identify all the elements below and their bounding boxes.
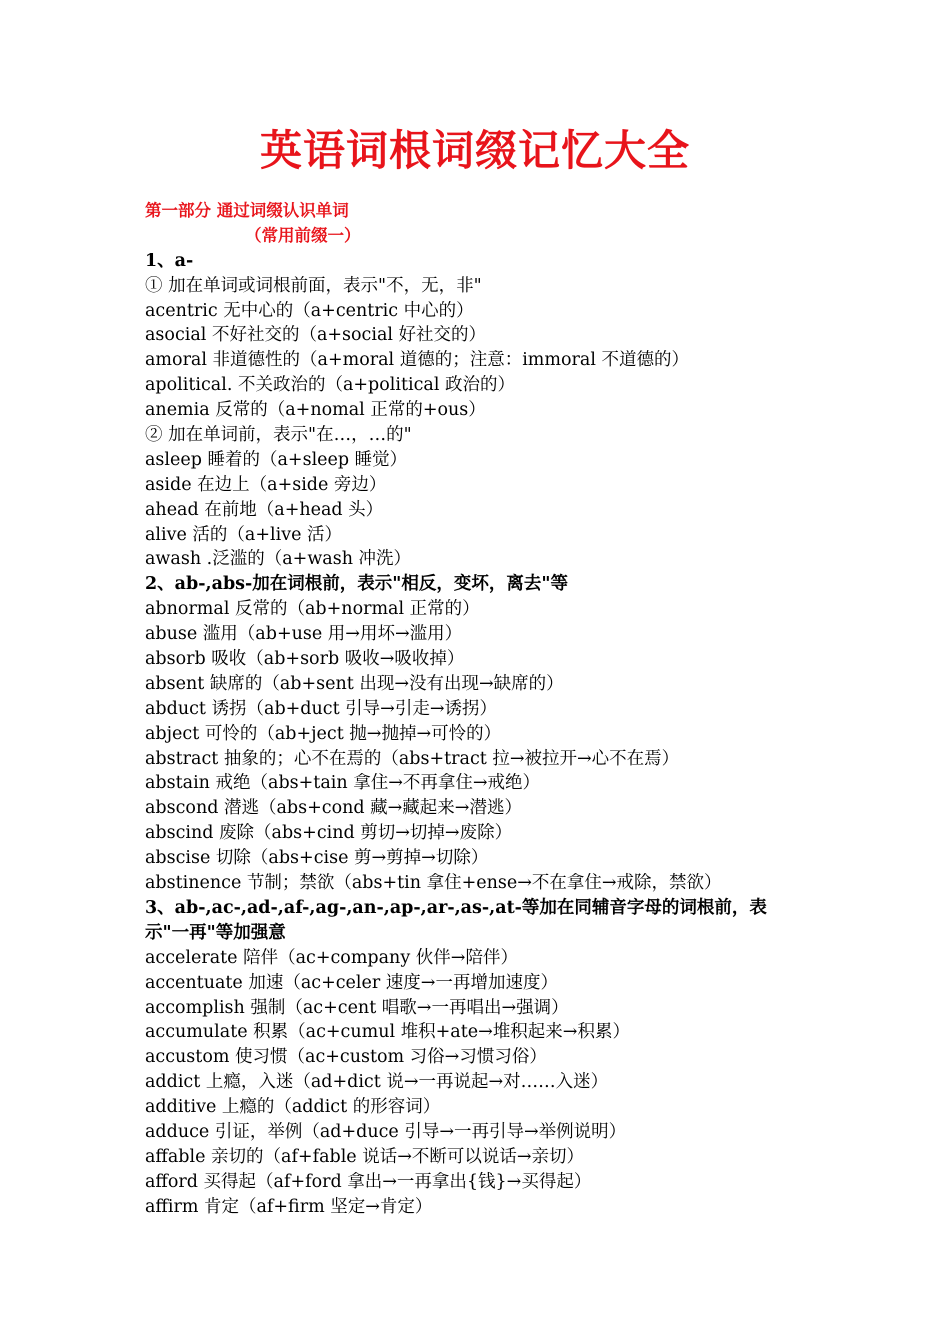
list-item: accumulate 积累（ac+cumul 堆积+ate→堆积起来→积累） <box>145 1022 630 1043</box>
document-body <box>145 199 810 1220</box>
list-item: ② 加在单词前，表示"在…，…的" <box>145 425 412 446</box>
list-item: additive 上瘾的（addict 的形容词） <box>145 1097 441 1118</box>
list-item: ① 加在单词或词根前面，表示"不，无，非" <box>145 275 482 296</box>
list-item: acentric 无中心的（a+centric 中心的） <box>145 300 474 321</box>
list-item: addict 上瘾，入迷（ad+dict 说→一再说起→对……入迷） <box>145 1072 609 1093</box>
list-item: accomplish 强制（ac+cent 唱歌→一再唱出→强调） <box>145 997 569 1018</box>
list-item: abscise 切除（abs+cise 剪→剪掉→切除） <box>145 848 489 869</box>
list-item: absorb 吸收（ab+sorb 吸收→吸收掉） <box>145 649 465 670</box>
list-item: asleep 睡着的（a+sleep 睡觉） <box>145 449 408 470</box>
list-item: abstinence 节制；禁欲（abs+tin 拿住+ense→不在拿住→戒除，禁欲） <box>145 873 722 894</box>
sub-heading: （常用前缀一） <box>245 225 361 245</box>
list-item: abnormal 反常的（ab+normal 正常的） <box>145 599 480 620</box>
section-heading: 3、ab-,ac-,ad-,af-,ag-,an-,ap-,ar-,as-,at-等加在同辅音字母的词根前，表示"一再"等加强意 <box>145 897 767 943</box>
list-item: abscond 潜逃（abs+cond 藏→藏起来→潜逃） <box>145 798 522 819</box>
list-item: affable 亲切的（af+fable 说话→不断可以说话→亲切） <box>145 1146 585 1167</box>
list-item: alive 活的（a+live 活） <box>145 524 343 545</box>
list-item: aside 在边上（a+side 旁边） <box>145 474 387 495</box>
entry-list <box>145 249 810 1220</box>
list-item: accustom 使习惯（ac+custom 习俗→习惯习俗） <box>145 1047 547 1068</box>
list-item: abstain 戒绝（abs+tain 拿住→不再拿住→戒绝） <box>145 773 541 794</box>
list-item: ahead 在前地（a+head 头） <box>145 499 384 520</box>
list-item: adduce 引证，举例（ad+duce 引导→一再引导→举例说明） <box>145 1121 627 1142</box>
list-item: afford 买得起（af+ford 拿出→一再拿出{钱}→买得起） <box>145 1171 592 1192</box>
list-item: accelerate 陪伴（ac+company 伙伴→陪伴） <box>145 947 518 968</box>
list-item: abduct 诱拐（ab+duct 引导→引走→诱拐） <box>145 698 497 719</box>
list-item: amoral 非道德性的（a+moral 道德的；注意：immoral 不道德的） <box>145 350 689 371</box>
list-item: anemia 反常的（a+nomal 正常的+ous） <box>145 400 486 421</box>
section-heading: 2、ab-,abs-加在词根前，表示"相反，变坏，离去"等 <box>145 574 569 595</box>
list-item: awash .泛滥的（a+wash 冲洗） <box>145 549 412 570</box>
list-item: abscind 废除（abs+cind 剪切→切掉→废除） <box>145 823 513 844</box>
list-item: asocial 不好社交的（a+social 好社交的） <box>145 325 487 346</box>
list-item: abstract 抽象的；心不在焉的（abs+tract 拉→被拉开→心不在焉） <box>145 748 680 769</box>
list-item: affirm 肯定（af+firm 坚定→肯定） <box>145 1196 433 1217</box>
document-title: 英语词根词缀记忆大全 <box>259 126 690 175</box>
list-item: accentuate 加速（ac+celer 速度→一再增加速度） <box>145 972 558 993</box>
section-heading: 1、a- <box>145 250 194 271</box>
list-item: abuse 滥用（ab+use 用→用坏→滥用） <box>145 624 463 645</box>
list-item: absent 缺席的（ab+sent 出现→没有出现→缺席的） <box>145 673 564 694</box>
list-item: apolitical. 不关政治的（a+political 政治的） <box>145 375 516 396</box>
list-item: abject 可怜的（ab+ject 抛→抛掉→可怜的） <box>145 723 502 744</box>
part-heading: 第一部分 通过词缀认识单词 <box>145 201 349 220</box>
